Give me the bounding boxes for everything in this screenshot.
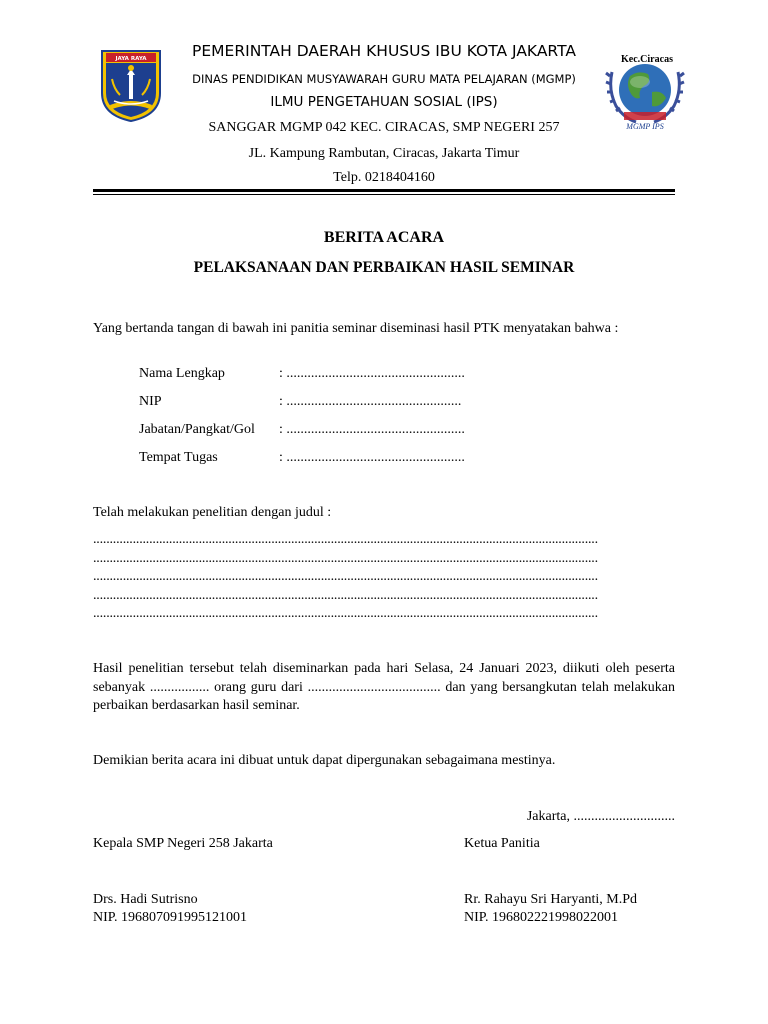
- field-value-name: : ...................................................: [279, 366, 465, 381]
- field-value-position: : ...................................................: [279, 422, 465, 437]
- document-title: BERITA ACARA: [323, 229, 445, 246]
- research-title-line: .........................................................................................................................................................: [93, 588, 598, 603]
- signature-right-role: Ketua Panitia: [464, 836, 540, 851]
- place-date: Jakarta, .............................: [526, 809, 675, 824]
- research-title-line: .........................................................................................................................................................: [93, 569, 598, 584]
- letterhead-divider-thin: [93, 194, 675, 195]
- logo-bottom-text: MGMP IPS: [626, 122, 664, 130]
- letterhead-address: JL. Kampung Rambutan, Ciracas, Jakarta Timur: [248, 146, 520, 161]
- field-value-nip: : ..................................................: [279, 394, 462, 409]
- jakarta-emblem-logo: [100, 49, 162, 123]
- field-label-position: Jabatan/Pangkat/Gol: [139, 422, 255, 437]
- research-title-line: .........................................................................................................................................................: [93, 551, 598, 566]
- field-value-workplace: : ...................................................: [279, 450, 465, 465]
- letterhead-phone: Telp. 0218404160: [333, 170, 435, 185]
- signature-left-name: Drs. Hadi Sutrisno: [93, 892, 198, 907]
- research-title-line: .........................................................................................................................................................: [93, 606, 598, 621]
- intro-paragraph: Yang bertanda tangan di bawah ini panitia seminar diseminasi hasil PTK menyatakan bahwa :: [93, 321, 619, 336]
- document-subtitle: PELAKSANAAN DAN PERBAIKAN HASIL SEMINAR: [193, 259, 575, 276]
- logo-top-text: Kec.Ciracas: [621, 54, 673, 65]
- letterhead-divider-thick: [93, 189, 675, 192]
- closing-statement: Demikian berita acara ini dibuat untuk dapat dipergunakan sebagaimana mestinya.: [93, 753, 556, 768]
- signature-left-nip: NIP. 196807091995121001: [93, 910, 248, 925]
- logo-motto: JAYA RAYA: [115, 56, 147, 62]
- research-intro: Telah melakukan penelitian dengan judul :: [93, 505, 332, 520]
- result-paragraph: Hasil penelitian tersebut telah diseminarkan pada hari Selasa, 24 Januari 2023, diikuti oleh peserta sebanyak ................. orang guru dari ...................................... dan yang bersangkutan telah melakukan perbaikan berdasarkan hasil seminar.: [93, 661, 675, 713]
- field-label-name: Nama Lengkap: [139, 366, 225, 381]
- signature-left-role: Kepala SMP Negeri 258 Jakarta: [93, 836, 273, 851]
- letterhead-department: DINAS PENDIDIKAN MUSYAWARAH GURU MATA PELAJARAN (MGMP): [192, 72, 576, 86]
- research-title-line: .........................................................................................................................................................: [93, 532, 598, 547]
- letterhead-subject: ILMU PENGETAHUAN SOSIAL (IPS): [270, 94, 498, 110]
- signature-right-nip: NIP. 196802221998022001: [464, 910, 619, 925]
- letterhead-government: PEMERINTAH DAERAH KHUSUS IBU KOTA JAKARTA: [192, 42, 576, 60]
- field-label-nip: NIP: [139, 394, 162, 409]
- signature-right-name: Rr. Rahayu Sri Haryanti, M.Pd: [464, 892, 638, 907]
- letterhead-studio: SANGGAR MGMP 042 KEC. CIRACAS, SMP NEGERI 257: [208, 120, 560, 135]
- field-label-workplace: Tempat Tugas: [139, 450, 218, 465]
